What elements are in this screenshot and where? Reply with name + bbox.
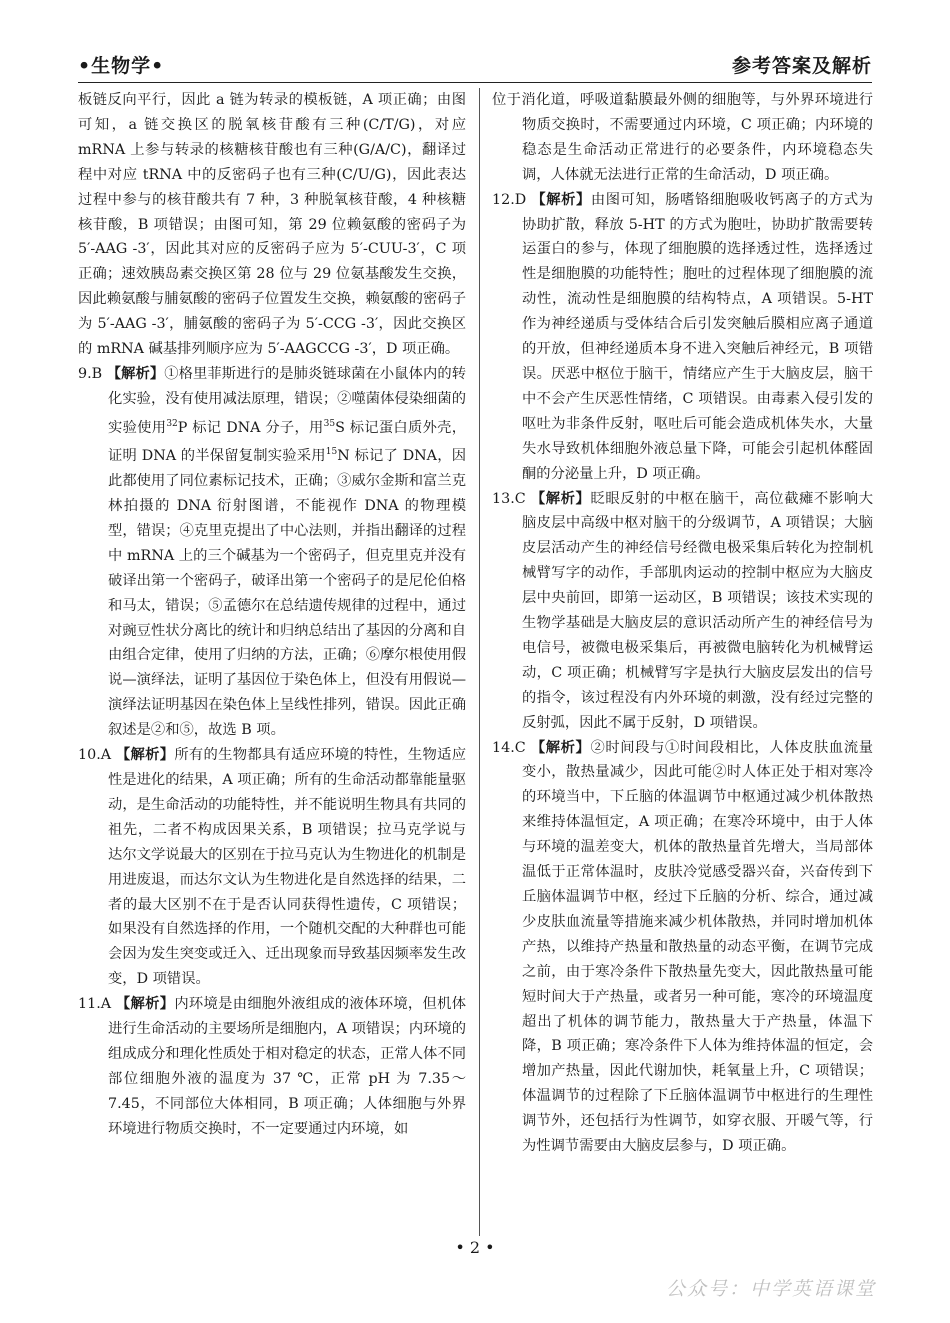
answer-9-text-a: ①格里菲斯进行的是肺炎链球菌在小鼠体内的转化实验，没有使用减法原理，错误；②噬菌体侵染细菌的实验使用 <box>108 365 466 436</box>
answer-9-tag: 【解析】 <box>106 365 165 382</box>
answer-13 <box>492 487 873 736</box>
answer-9-text-c: S 标记蛋白质外壳，证明 DNA 的半保留复制实验采用 <box>108 419 466 465</box>
answer-9-text-b: P 标记 DNA 分子，用 <box>177 419 324 436</box>
sup-15: 15 <box>325 447 338 458</box>
page-header <box>78 50 872 83</box>
answer-10-tag: 【解析】 <box>115 747 175 764</box>
page-number: • 2 • <box>455 1238 495 1257</box>
answer-14-text: ②时间段与①时间段相比，人体皮肤血流量变小，散热量减少，因此可能②时人体正处于相对寒冷的环境当中，下丘脑的体温调节中枢通过减少机体散热来维持体温恒定，A 项正确；在寒冷环境中，由于人体与环境的温差变大，机体的散热量首先增大，当局部体温低于正常体温时，皮肤冷觉感受器兴奋，兴奋传到下丘脑体温调节中枢，经过下丘脑的分析、综合，通过减少皮肤血流量等措施来减少机体散热，并同时增加机体产热，以维持产热量和散热量的动态平衡，在调节完成之前，由于寒冷条件下散热量先变大，因此散热量可能短时间大于产热量，或者另一种可能，寒冷的环境温度超出了机体的调节能力，散热量大于产热量，体温下降，B 项正确；寒冷条件下人体为维持体温的恒定，会增加产热量，因此代谢加快，耗氧量上升，C 项错误；体温调节的过程除了下丘脑体温调节中枢进行的生理性调节外，还包括行为性调节，如穿衣服、开暖气等，行为性调节需要由大脑皮层参与，D 项正确。 <box>522 739 873 1155</box>
answer-11-number: 11.A <box>78 996 112 1013</box>
answer-13-number: 13.C <box>492 490 526 507</box>
column-divider <box>479 88 480 1236</box>
answer-12-tag: 【解析】 <box>531 191 591 208</box>
answer-11-text: 内环境是由细胞外液组成的液体环境，但机体进行生命活动的主要场所是细胞内，A 项错误；内环境的组成成分和理化性质处于相对稳定的状态，正常人体不同部位细胞外液的温度为 37 ℃，正常 pH 为 7.35～7.45，不同部位大体相同，B 项正确；人体细胞与外界环境进行物质交换时，不一定要通过内环境，如 <box>108 996 466 1137</box>
answer-12-number: 12.D <box>492 191 527 208</box>
q11-continuation <box>492 88 873 188</box>
answer-9 <box>78 362 466 743</box>
answer-9-text-d: N 标记了 DNA，因此都使用了同位素标记技术，正确；③威尔金斯和富兰克林拍摄的 DNA 衍射图谱，不能视作 DNA 的物理模型，错误；④克里克提出了中心法则，并指出翻译的过程中 mRNA 上的三个碱基为一个密码子，但克里克并没有破译出第一个密码子，破译出第一个密码子的是尼伦伯格和马太，错误；⑤孟德尔在总结遗传规律的过程中，通过对豌豆性状分离比的统计和归纳总结出了基因的分离和自由组合定律，使用了归纳的方法，正确；⑥摩尔根使用假说—演绎法，证明了基因位于染色体上，但没有用假说—演绎法证明基因在染色体上呈线性排列，错误。因此正确叙述是②和⑤，故选 B 项。 <box>108 448 466 739</box>
sup-32: 32 <box>166 418 178 429</box>
answer-10-number: 10.A <box>78 747 112 764</box>
answer-10-text: 所有的生物都具有适应环境的特性，生物适应性是进化的结果，A 项正确；所有的生命活动都靠能量驱动，是生命活动的功能特性，并不能说明生物具有共同的祖先，二者不构成因果关系，B 项错误；拉马克学说与达尔文学说最大的区别在于拉马克认为生物进化的机制是用进废退，而达尔文认为生物进化是自然选择的结果，二者的最大区别不在于是否认同获得性遗传，C 项错误；如果没有自然选择的作用，一个随机交配的大种群也可能会因为发生突变或迁入、迁出现象而导致基因频率发生改变，D 项错误。 <box>108 747 466 988</box>
answer-12 <box>492 188 873 487</box>
answer-14 <box>492 736 873 1159</box>
answer-11 <box>78 992 466 1141</box>
sup-35: 35 <box>323 418 336 429</box>
answer-14-number: 14.C <box>492 739 526 756</box>
answer-13-tag: 【解析】 <box>530 490 591 507</box>
answer-9-number: 9.B <box>78 365 103 382</box>
answer-11-tag: 【解析】 <box>115 996 175 1013</box>
header-subject: •生物学• <box>78 55 165 77</box>
q11-continuation-text: 位于消化道，呼吸道黏膜最外侧的细胞等，与外界环境进行物质交换时，不需要通过内环境，C 项正确；内环境的稳态是生命活动正常进行的必要条件，内环境稳态失调，人体就无法进行正常的生命活动，D 项正确。 <box>492 92 873 183</box>
right-column <box>492 88 873 1245</box>
answer-10 <box>78 743 466 992</box>
left-column <box>78 88 466 1245</box>
watermark: 公众号：中学英语课堂 <box>665 1278 876 1300</box>
q8-continuation: 板链反向平行，因此 a 链为转录的模板链，A 项正确；由图可知，a 链交换区的脱氧核苷酸有三种(C/T/G)，对应 mRNA 上参与转录的核糖核苷酸也有三种(G/A/C)，翻译过程中对应 tRNA 中的反密码子也有三种(C/U/G)，因此表达过程中参与的核苷酸共有 7 种，3 种脱氧核苷酸，4 种核糖核苷酸，B 项错误；由图可知，第 29 位赖氨酸的密码子为 5′-AAG -3′，因此其对应的反密码子应为 5′-CUU-3′，C 项正确；速效胰岛素交换区第 28 位与 29 位氨基酸发生交换，因此赖氨酸与脯氨酸的密码子位置发生交换，赖氨酸的密码子为 5′-AAG -3′，脯氨酸的密码子为 5′-CCG -3′，因此交换区的 mRNA 碱基排列顺序应为 5′-AAGCCG -3′，D 项正确。 <box>78 92 466 358</box>
answer-12-text: 由图可知，肠嗜铬细胞吸收钙离子的方式为协助扩散，释放 5-HT 的方式为胞吐，协助扩散需要转运蛋白的参与，体现了细胞膜的选择透过性，选择透过性是细胞膜的功能特性；胞吐的过程体现了细胞膜的流动性，流动性是细胞膜的结构特点，A 项错误。5-HT 作为神经递质与受体结合后引发突触后膜相应离子通道的开放，但神经递质本身不进入突触后神经元，B 项错误。厌恶中枢位于脑干，情绪应产生于大脑皮层，脑干中不会产生厌恶性情绪，C 项错误。由毒素入侵引发的呕吐为非条件反射，呕吐后可能会造成机体失水，大量失水导致机体细胞外液总量下降，可能会引起机体醛固酮的分泌量上升，D 项正确。 <box>522 191 873 482</box>
header-title: 参考答案及解析 <box>731 55 872 77</box>
answer-13-text: 眨眼反射的中枢在脑干，高位截瘫不影响大脑皮层中高级中枢对脑干的分级调节，A 项错误；大脑皮层活动产生的神经信号经微电极采集后转化为控制机械臂写字的动作，手部肌肉运动的控制中枢应为大脑皮层中央前回，即第一运动区，B 项错误；该技术实现的生物学基础是大脑皮层的意识活动所产生的神经信号为电信号，被微电极采集后，再被微电脑转化为机械臂运动，C 项正确；机械臂写字是执行大脑皮层发出的信号的指令，该过程没有内外环境的刺激，没有经过完整的反射弧，因此不属于反射，D 项错误。 <box>522 490 873 731</box>
answer-14-tag: 【解析】 <box>530 739 591 756</box>
